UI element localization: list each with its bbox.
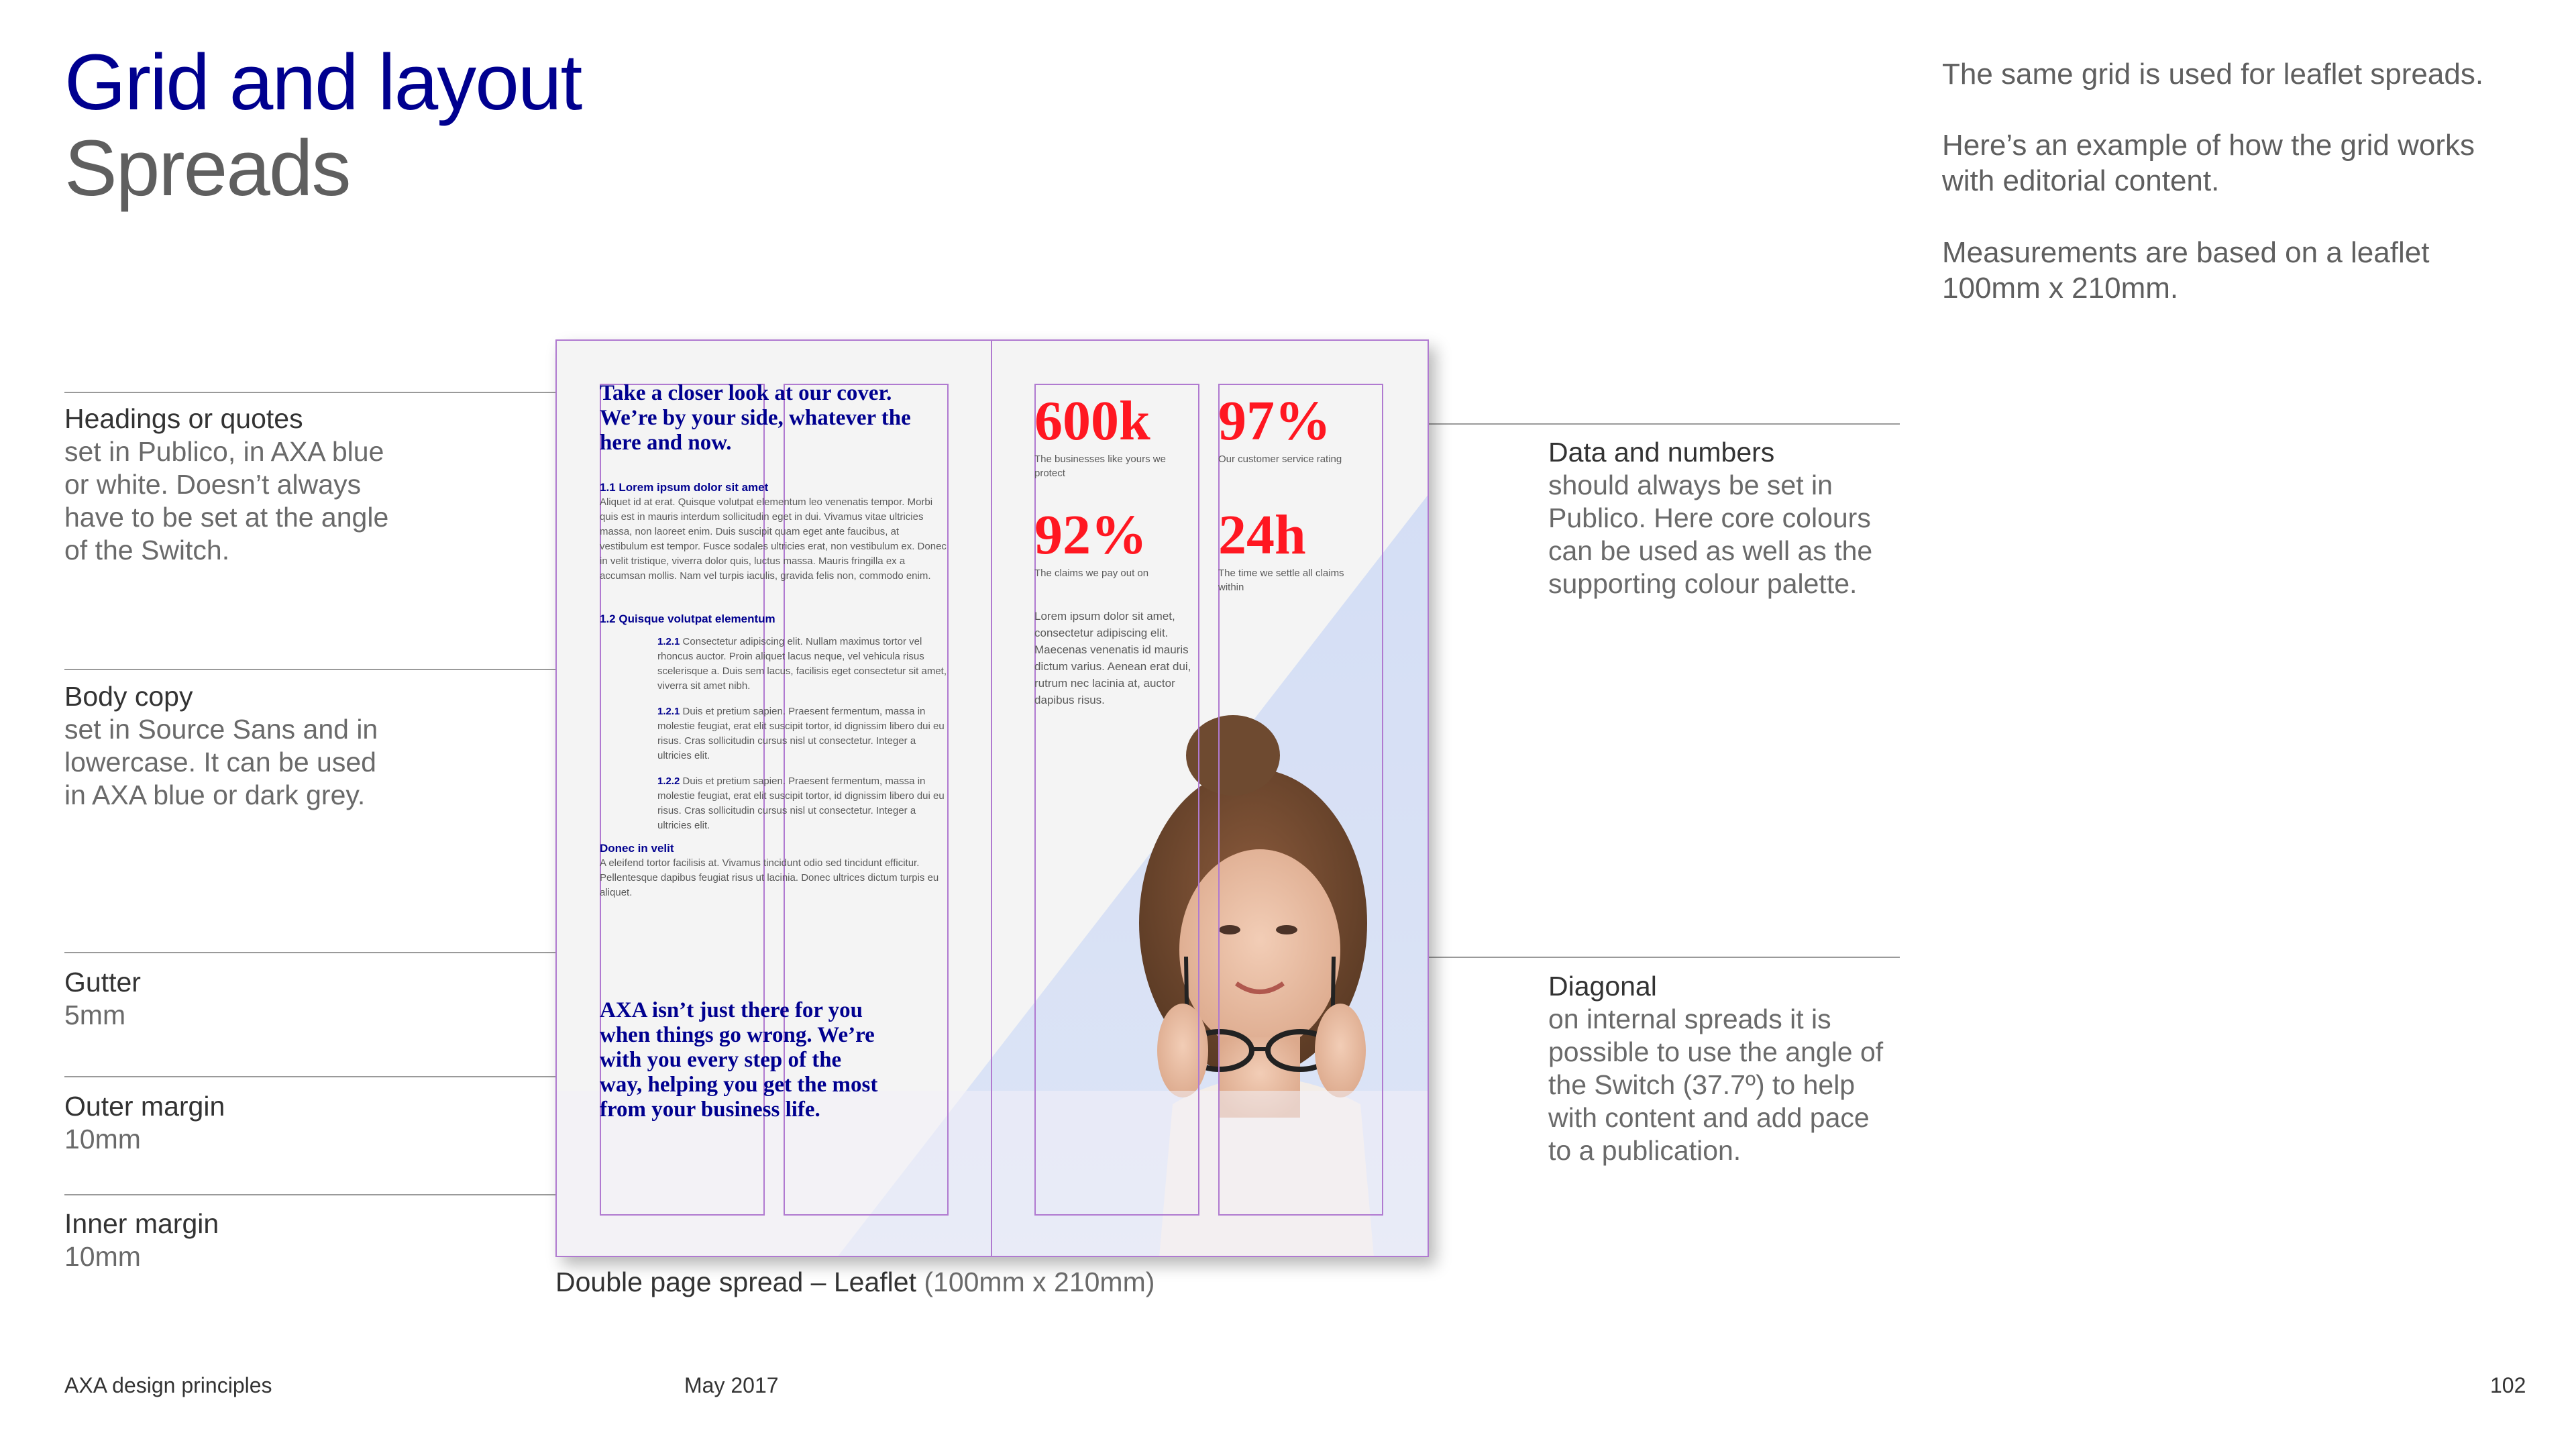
annotation-body: on internal spreads it is possible to use the angle of the Switch (37.7º) to help with content and add pace to a publication. <box>1548 1004 1884 1166</box>
annotation-title: Inner margin <box>64 1208 219 1239</box>
list-item <box>657 704 949 763</box>
leader-line-outer-margin <box>64 1076 577 1077</box>
annotation-body-copy <box>64 680 400 812</box>
intro-paragraph-3: Measurements are based on a leaflet 100mm x 210mm. <box>1942 236 2430 305</box>
section-heading: 1.2 Quisque volutpat elementum <box>600 612 775 625</box>
annotation-data-numbers <box>1548 436 1897 600</box>
stat-caption: The time we settle all claims within <box>1218 568 1344 593</box>
annotation-title: Diagonal <box>1548 971 1657 1002</box>
annotation-title: Outer margin <box>64 1091 225 1122</box>
annotation-body: should always be set in Publico. Here core colours can be used as well as the supporting colour palette. <box>1548 470 1873 599</box>
annotation-title: Data and numbers <box>1548 437 1775 468</box>
stat-value: 24h <box>1218 504 1306 566</box>
stat-caption: Our customer service rating <box>1218 453 1342 465</box>
list-item-text: Duis et pretium sapien. Praesent fermentum, massa in molestie feugiat, erat elit suscipit tortor, id dignissim libero dui eu risus. Cras sollicitudin cursus nisl ut consectetur. Integer a ultricies elit. <box>657 706 945 761</box>
section-heading: Donec in velit <box>600 842 674 855</box>
stat-value: 97% <box>1218 390 1331 452</box>
list-item-number: 1.2.1 <box>657 706 680 717</box>
list-item-text: Consectetur adipiscing elit. Nullam maximus tortor vel rhoncus auctor. Proin aliquet lacus neque, vel vehicula risus scelerisque a. Duis sem lacus, facilisis eget consectetur sit amet, viverra sit amet nibh. <box>657 636 947 692</box>
annotation-diagonal <box>1548 970 1897 1167</box>
spread-quote-bottom: AXA isn’t just there for you when things go wrong. We’re with you every step of the way, helping you get the most from your business life. <box>600 998 878 1122</box>
annotation-body: set in Source Sans and in lowercase. It can be used in AXA blue or dark grey. <box>64 714 378 810</box>
stat-caption: The claims we pay out on <box>1034 568 1149 579</box>
page-number: 102 <box>2490 1373 2526 1397</box>
spread-quote-top: Take a closer look at our cover. We’re by your side, whatever the here and now. <box>600 381 911 455</box>
intro-paragraph-1: The same grid is used for leaflet spreads. <box>1942 58 2484 91</box>
stat-caption: The businesses like yours we protect <box>1034 453 1166 479</box>
annotation-title: Headings or quotes <box>64 403 303 434</box>
page-subtitle: Spreads <box>64 124 350 213</box>
annotation-body: 10mm <box>64 1241 141 1272</box>
annotation-body: 5mm <box>64 1000 126 1030</box>
section-body: Aliquet id at erat. Quisque volutpat elementum leo venenatis tempor. Morbi quis est in mauris interdum sollicitudin eget in dui. Vivamus vitae ultricies massa, non laoreet enim. Duis suscipit quam eget ante faucibus, at vestibulum est tempor. Fusce sodales ultricies erat, non vestibulum ex. Donec in velit tristique, viverra dolor quis, luctus massa. Mauris fringilla ex a accumsan mollis. Nam vel turpis iaculis, gravida felis non, commodo enim. <box>600 496 947 582</box>
right-page-body: Lorem ipsum dolor sit amet, consectetur adipiscing elit. Maecenas venenatis id mauris dictum varius. Aenean erat dui, rutrum nec lacinia at, auctor dapibus risus. <box>1034 610 1191 706</box>
spread-caption-main: Double page spread – Leaflet <box>555 1267 916 1297</box>
annotation-title: Body copy <box>64 681 193 712</box>
spread-caption <box>555 1267 1155 1298</box>
section-heading: 1.1 Lorem ipsum dolor sit amet <box>600 481 769 494</box>
stat-value: 600k <box>1034 390 1150 452</box>
annotation-outer-margin <box>64 1090 400 1156</box>
list-item-text: Duis et pretium sapien. Praesent fermentum, massa in molestie feugiat, erat elit suscipit tortor, id dignissim libero dui eu risus. Cras sollicitudin cursus nisl ut consectetur. Integer a ultricies elit. <box>657 775 945 831</box>
intro-paragraph-2: Here’s an example of how the grid works with editorial content. <box>1942 129 2475 197</box>
leaflet-spread <box>555 339 1429 1257</box>
leader-line-diagonal <box>1403 957 1900 958</box>
leader-line-body-copy <box>64 669 577 670</box>
annotation-headings <box>64 402 400 567</box>
section-body: A eleifend tortor facilisis at. Vivamus tincidunt odio sed tincidunt efficitur. Pellentesque dapibus feugiat risus ut lacinia. Donec ultrices dictum turpis eu aliquet. <box>600 857 939 898</box>
footer-date: May 2017 <box>684 1373 779 1397</box>
annotation-gutter <box>64 966 400 1032</box>
stat-value: 92% <box>1034 504 1147 566</box>
leader-line-headings <box>64 392 577 393</box>
spread-caption-dims: (100mm x 210mm) <box>924 1267 1155 1297</box>
list-item <box>657 635 949 694</box>
list-item-number: 1.2.1 <box>657 636 680 647</box>
annotation-body: 10mm <box>64 1124 141 1155</box>
annotation-inner-margin <box>64 1208 400 1273</box>
list-item <box>657 774 949 833</box>
footer-title: AXA design principles <box>64 1373 272 1397</box>
page-title: Grid and layout <box>64 38 582 127</box>
annotation-body: set in Publico, in AXA blue or white. Doesn’t always have to be set at the angle of the Switch. <box>64 436 389 566</box>
list-item-number: 1.2.2 <box>657 775 680 787</box>
annotation-title: Gutter <box>64 967 141 998</box>
